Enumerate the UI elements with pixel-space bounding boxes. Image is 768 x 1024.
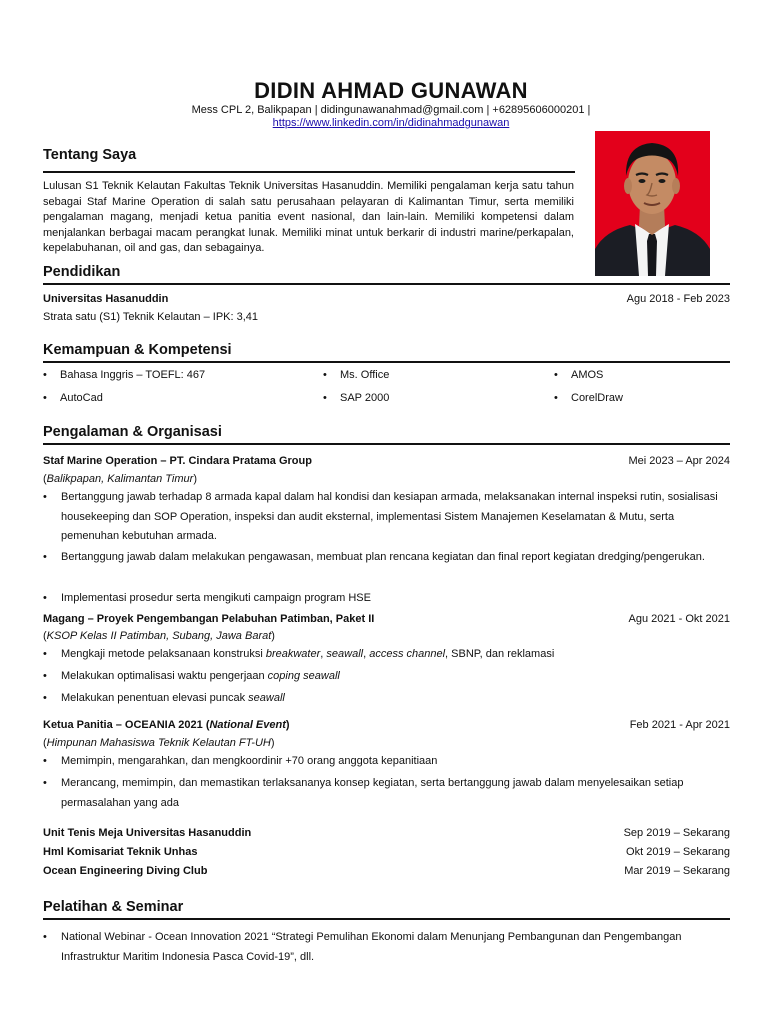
job-role: Magang – Proyek Pengembangan Pelabuhan Patimban, Paket II bbox=[43, 613, 375, 625]
org-name: Hml Komisariat Teknik Unhas bbox=[43, 846, 198, 858]
section-divider bbox=[43, 443, 730, 445]
job-location: (Balikpapan, Kalimantan Timur) bbox=[43, 473, 197, 485]
job-role: Ketua Panitia – OCEANIA 2021 (National Event) bbox=[43, 719, 290, 731]
section-title-education: Pendidikan bbox=[43, 264, 121, 280]
job-location: (KSOP Kelas II Patimban, Subang, Jawa Barat) bbox=[43, 630, 275, 642]
job-role: Staf Marine Operation – PT. Cindara Pratama Group bbox=[43, 455, 312, 467]
section-divider bbox=[43, 171, 575, 173]
section-title-skills: Kemampuan & Kompetensi bbox=[43, 342, 232, 358]
job-location: (Himpunan Mahasiswa Teknik Kelautan FT-UH) bbox=[43, 737, 275, 749]
job-dates: Mei 2023 – Apr 2024 bbox=[628, 455, 730, 467]
section-title-training: Pelatihan & Seminar bbox=[43, 899, 184, 915]
org-dates: Mar 2019 – Sekarang bbox=[624, 865, 730, 877]
candidate-name: DIDIN AHMAD GUNAWAN bbox=[254, 78, 528, 103]
section-title-experience: Pengalaman & Organisasi bbox=[43, 424, 222, 440]
profile-photo bbox=[595, 131, 710, 276]
school-name: Universitas Hasanuddin bbox=[43, 293, 169, 305]
job-dates: Feb 2021 - Apr 2021 bbox=[629, 719, 730, 731]
about-text: Lulusan S1 Teknik Kelautan Fakultas Teknik Universitas Hasanuddin. Memiliki pengalaman kerja satu tahun sebagai Staf Marine Operation di salah satu perusahaan pelayaran di Kalimantan Timur, serta memiliki pengalaman magang, menjadi ketua panitia event nasional, dan lain-lain. Memiliki kompetensi dalam menjalankan berbagai macam perangkat lunak. Memiliki minat untuk berkarir di industri marine/perkapalan, kepelabuhanan, oil and gas, dan sebagainya. bbox=[43, 180, 574, 255]
section-divider bbox=[43, 361, 730, 363]
org-name: Ocean Engineering Diving Club bbox=[43, 865, 208, 877]
section-divider bbox=[43, 918, 730, 920]
contact-info bbox=[0, 104, 768, 130]
section-divider bbox=[43, 283, 730, 285]
contact-line: Mess CPL 2, Balikpapan | didingunawanahmad@gmail.com | +62895606000201 | bbox=[191, 104, 591, 116]
org-dates: Okt 2019 – Sekarang bbox=[626, 846, 730, 858]
org-dates: Sep 2019 – Sekarang bbox=[623, 827, 730, 839]
profile-photo-illustration bbox=[595, 131, 710, 276]
org-name: Unit Tenis Meja Universitas Hasanuddin bbox=[43, 827, 252, 839]
linkedin-link[interactable]: https://www.linkedin.com/in/didinahmadgunawan bbox=[272, 117, 510, 129]
cv-page: DIDIN AHMAD GUNAWAN Mess CPL 2, Balikpapan | didingunawanahmad@gmail.com | +62895606000201 | https://www.linkedin.com/in/didinahmadgunawan Tentang Saya Lulusan S1 Teknik Kelautan Fakultas Teknik Universitas Hasanuddin. Memiliki pengalaman kerja satu tahun sebagai Staf Marine Operation di salah satu perusahaan pelayaran di Kalimantan Timur, serta memiliki pengalaman magang, menjadi ketua panitia event nasional, dan lain-lain. Memiliki kompetensi dalam menjalankan berbagai macam perangkat lunak. Memiliki minat untuk berkarir di industri marine/perkapalan, kepelabuhanan, oil and gas, dan sebagainya. Pendidikan Universitas Hasanuddin Agu 2018 - Feb 2023 Strata satu (S1) Teknik Kelautan – IPK: 3,41 Kemampuan & Kompetensi • Bahasa Inggris – TOEFL: 467 • Ms. Office • AMOS • AutoCad • SAP 2000 • CorelDraw Pengalaman & Organisasi Staf Marine Operation – PT. Cindara Pratama Group Mei 2023 – Apr 2024 (Balikpapan, Kalimantan Timur) • Bertanggung jawab terhadap 8 armada kapal dalam hal kondisi dan kesiapan armada, melaksanakan internal inspeksi rutin, sosialisasi housekeeping dan SOP Operation, inspeksi dan audit eksternal, implementasi Sistem Manajemen Keselamatan & Mutu, serta pemenuhan kebutuhan armada. • Bertanggung jawab dalam melakukan pengawasan, membuat plan rencana kegiatan dan final report kegiatan dredging/pengerukan. • Implementasi prosedur serta mengikuti campaign program HSE Magang – Proyek Pengembangan Pelabuhan Patimban, Paket II Agu 2021 - Okt 2021 (KSOP Kelas II Patimban, Subang, Jawa Barat) • Mengkaji metode pelaksanaan konstruksi breakwater, seawall, access channel, SBNP, dan reklamasi • Melakukan optimalisasi waktu pengerjaan coping seawall • Melakukan penentuan elevasi puncak seawall Ketua Panitia – OCEANIA 2021 (National Event) Feb 2021 - Apr 2021 (Himpunan Mahasiswa Teknik Kelautan FT-UH) • Memimpin, mengarahkan, dan mengkoordinir +70 orang anggota kepanitiaan • Merancang, memimpin, dan memastikan terlaksananya konsep kegiatan, serta bertanggung jawab dalam menyelesaikan setiap permasalahan yang ada Unit Tenis Meja Universitas Hasanuddin Sep 2019 – Sekarang Hml Komisariat Teknik Unhas Okt 2019 – Sekarang Ocean Engineering Diving Club Mar 2019 – Sekarang Pelatihan & Seminar • National Webinar - Ocean Innovation 2021 “Strategi Pemulihan Ekonomi dalam Menunjang Pembangunan dan Pengembangan Infrastruktur Maritim Indonesia Pasca Covid-19”, dll. bbox=[0, 0, 768, 1024]
education-dates: Agu 2018 - Feb 2023 bbox=[626, 293, 730, 305]
job-dates: Agu 2021 - Okt 2021 bbox=[628, 613, 730, 625]
section-title-about: Tentang Saya bbox=[43, 147, 137, 163]
degree-info: Strata satu (S1) Teknik Kelautan – IPK: 3,41 bbox=[43, 311, 259, 323]
